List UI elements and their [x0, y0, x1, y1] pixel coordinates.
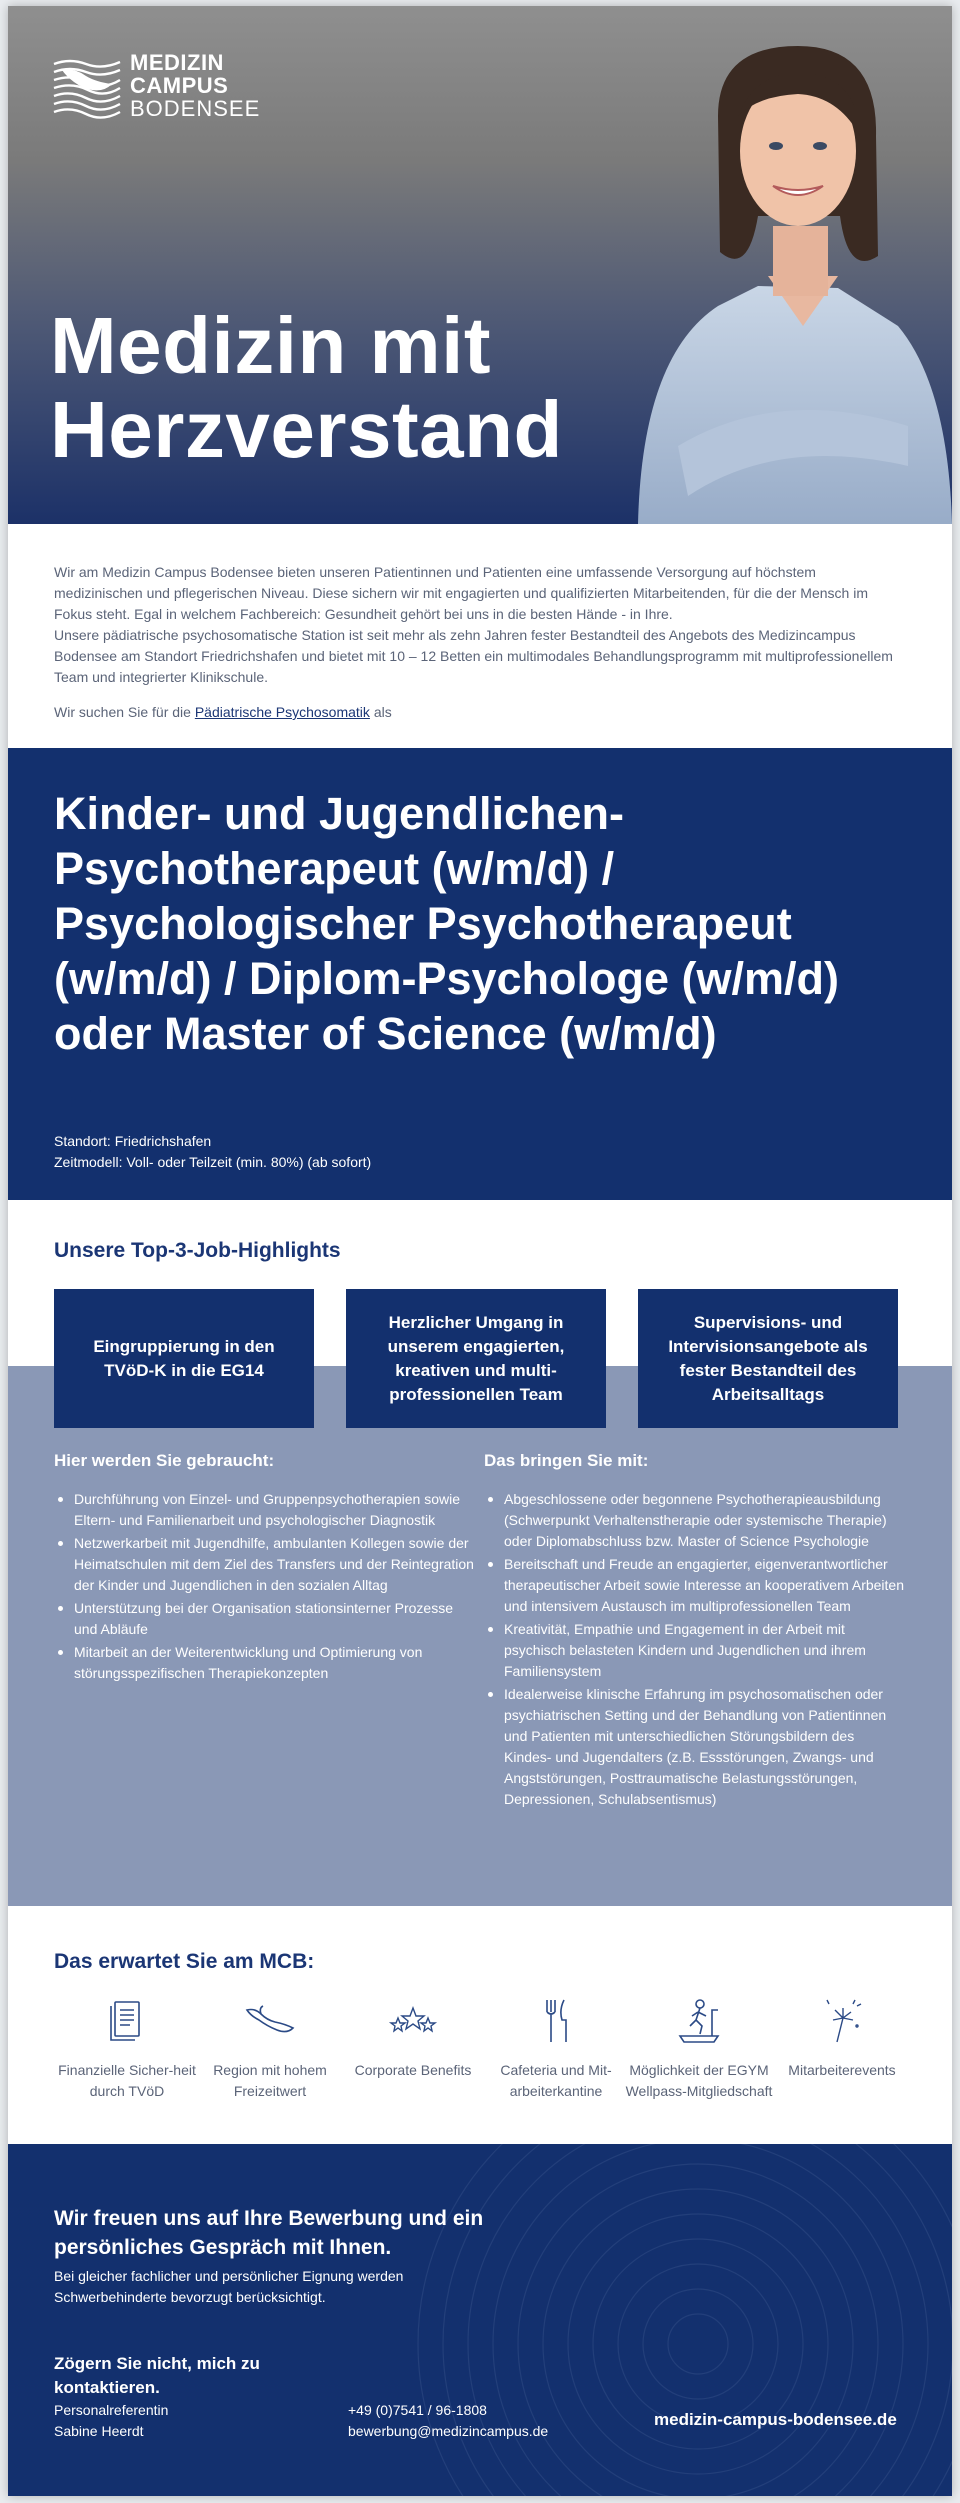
- logo-line-2: CAMPUS: [130, 72, 229, 98]
- requirement-item: Bereitschaft und Freude an engagierter, eigenverantwortlicher therapeutischer Arbeit sowie Interesse an kooperativem Arbeiten und intensivem Austausch im multiprofessionellen Team: [484, 1554, 904, 1617]
- benefit-label: Mitarbeiterevents: [788, 2062, 896, 2078]
- benefit-label: Möglichkeit der EGYM Wellpass-Mitgliedschaft: [625, 2062, 773, 2099]
- benefit-item-region: [195, 1996, 345, 2102]
- treadmill-icon: [674, 1996, 724, 2046]
- task-item: Netzwerkarbeit mit Jugendhilfe, ambulanten Kollegen sowie der Heimatschulen mit dem Ziel des Transfers und der Reintegration der Kinder und Jugendlichen in den sozialen Alltag: [54, 1533, 474, 1596]
- requirements-heading: Das bringen Sie mit:: [484, 1451, 649, 1470]
- brand-logo: [52, 50, 260, 120]
- benefits-heading: Das erwartet Sie am MCB:: [54, 1950, 315, 1973]
- portrait-photo: [608, 26, 952, 524]
- requirement-item: Idealerweise klinische Erfahrung im psychosomatischen oder psychiatrischen Setting und der Behandlung von Patientinnen und Patienten mit unterschiedlichen Störungsbildern des Kindes- und Jugendalters (z.B. Essstörungen, Zwangs- und Angststörungen, Posttraumatische Belastungsstörungen, Depressionen, Schulabsentismus): [484, 1684, 904, 1810]
- highlight-box-1: Eingruppierung in den TVöD-K in die EG14: [54, 1289, 314, 1428]
- tasks-heading: Hier werden Sie gebraucht:: [54, 1451, 275, 1470]
- cutlery-icon: [531, 1996, 581, 2046]
- footer-heading: Wir freuen uns auf Ihre Bewerbung und ein persönliches Gespräch mit Ihnen.: [54, 2207, 484, 2259]
- lake-map-icon: [245, 1996, 295, 2046]
- intro-paragraph-2: Unsere pädiatrische psychosomatische Station ist seit mehr als zehn Jahren fester Bestandteil des Angebots des Medizincampus Bodensee am Standort Friedrichshafen und bietet mit 10 – 12 Betten ein multimodales Behandlungsprogramm mit multiprofessionellem Team und integrierter Klinikschule.: [54, 627, 893, 685]
- benefit-item-events: [767, 1996, 917, 2081]
- job-location: Standort: Friedrichshafen: [54, 1133, 212, 1149]
- search-prefix: Wir suchen Sie für die: [54, 704, 191, 720]
- requirement-item: Kreativität, Empathie und Engagement in der Arbeit mit psychisch belasteten Kindern und Jugendlichen und ihrem Familiensystem: [484, 1619, 904, 1682]
- highlight-box-2: Herzlicher Umgang in unserem engagierten, kreativen und multi-professionellen Team: [346, 1289, 606, 1428]
- benefit-label: Finanzielle Sicher-heit durch TVöD: [58, 2062, 196, 2099]
- contact-details: [348, 2400, 548, 2442]
- benefit-item-cafeteria: [481, 1996, 631, 2102]
- hero-title-line-2: Herzverstand: [50, 385, 563, 474]
- footer-cta: Zögern Sie nicht, mich zu kontaktieren.: [54, 2354, 260, 2397]
- hero-title-line-1: Medizin mit: [50, 301, 492, 390]
- job-posting-page: [8, 6, 952, 2496]
- job-meta: [54, 1131, 371, 1173]
- contact-name: Sabine Heerdt: [54, 2423, 144, 2439]
- department-link[interactable]: Pädiatrische Psychosomatik: [194, 704, 370, 720]
- logo-line-3: BODENSEE: [130, 95, 261, 121]
- hero-title: [50, 301, 563, 474]
- task-item: Unterstützung bei der Organisation stationsinterner Prozesse und Abläufe: [54, 1598, 474, 1640]
- website-link[interactable]: medizin-campus-bodensee.de: [654, 2410, 897, 2429]
- intro-text: [54, 562, 904, 723]
- requirement-item: Abgeschlossene oder begonnene Psychotherapieausbildung (Schwerpunkt Verhaltenstherapie oder systemische Therapie) oder Diplomabschluss bzw. Master of Science Psychologie: [484, 1489, 904, 1552]
- contact-role: Personalreferentin: [54, 2402, 169, 2418]
- contact-email[interactable]: bewerbung@medizincampus.de: [348, 2423, 549, 2439]
- requirements-column: [484, 1451, 904, 1812]
- fingerprint-pattern-icon: [368, 2144, 952, 2496]
- tasks-list: [54, 1489, 474, 1684]
- job-title-section: [8, 748, 952, 1200]
- search-line: [54, 702, 904, 723]
- contact-footer: [8, 2144, 952, 2496]
- task-item: Durchführung von Einzel- und Gruppenpsychotherapien sowie Eltern- und Familienarbeit und psychologischer Diagnostik: [54, 1489, 474, 1531]
- contact-person: [54, 2400, 168, 2442]
- benefit-item-wellpass: [624, 1996, 774, 2102]
- highlights-heading: Unsere Top-3-Job-Highlights: [54, 1239, 341, 1262]
- document-icon: [102, 1996, 152, 2046]
- benefit-item-financial: [52, 1996, 202, 2102]
- contact-phone[interactable]: +49 (0)7541 / 96-1808: [348, 2402, 487, 2418]
- hero-banner: [8, 6, 952, 524]
- benefit-item-corporate: [338, 1996, 488, 2081]
- task-item: Mitarbeit an der Weiterentwicklung und Optimierung von störungsspezifischen Therapiekonzepten: [54, 1642, 474, 1684]
- benefit-label: Corporate Benefits: [354, 2062, 472, 2078]
- benefit-label: Region mit hohem Freizeitwert: [213, 2062, 327, 2099]
- lake-logo-icon: [52, 50, 122, 120]
- footer-note: Bei gleicher fachlicher und persönlicher Eignung werden Schwerbehinderte bevorzugt berücksichtigt.: [54, 2268, 404, 2305]
- intro-paragraph-1: Wir am Medizin Campus Bodensee bieten unseren Patientinnen und Patienten eine umfassende Versorgung auf höchstem medizinischen und pflegerischen Niveau. Diese sichern wir mit engagierten und qualifizierten Mitarbeitenden, für die der Mensch im Fokus steht. Egal in welchem Fachbereich: Gesundheit gehört bei uns in die besten Hände - in Ihre.: [54, 564, 868, 622]
- highlight-box-3: Supervisions- und Intervisionsangebote als fester Bestandteil des Arbeitsalltags: [638, 1289, 898, 1428]
- job-work-model: Zeitmodell: Voll- oder Teilzeit (min. 80%) (ab sofort): [54, 1154, 372, 1170]
- job-title: Kinder- und Jugendlichen-Psychotherapeut (w/m/d) / Psychologischer Psychotherapeut (w/m/d) / Diplom-Psychologe (w/m/d) oder Master of Science (w/m/d): [54, 788, 840, 1059]
- stars-icon: [388, 1996, 438, 2046]
- search-suffix: als: [373, 704, 392, 720]
- fireworks-icon: [817, 1996, 867, 2046]
- tasks-column: [54, 1451, 474, 1686]
- logo-line-1: MEDIZIN: [130, 49, 224, 75]
- requirements-list: [484, 1489, 904, 1810]
- benefit-label: Cafeteria und Mit-arbeiterkantine: [500, 2062, 612, 2099]
